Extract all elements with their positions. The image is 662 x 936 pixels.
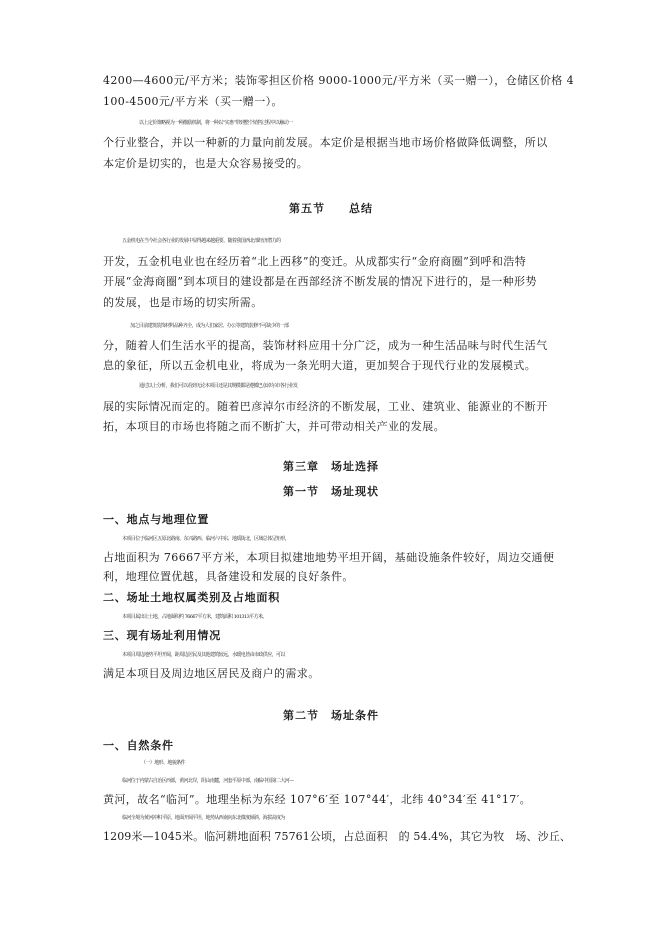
section5-p1-line-4: 的发展，也是市场的切实所需。 [103,296,263,309]
heading-location: 一、地点与地理位置 [103,513,210,526]
section5-p2-line-1: 加之目前建筑装饰材料品种齐全，成为人们家居、办公等建筑装修不可缺少的一部 [130,323,289,329]
location-line-1: 本项目位于临河区五原北路南、东兴路西、临河六中东、地质街北，区域总体呈矩形， [122,536,290,542]
section5-p1-line-2: 开发，五金机电业也在经历着“北上西移”的变迁。从成都实行“金府商圈”到呼和浩特 [103,255,527,268]
chapter3-section-2-title: 第二节 场址条件 [283,709,379,722]
heading-site-usage: 三、现有场址利用情况 [103,629,221,642]
section5-p1-line-1: 五金机电在当今社会各行业的发展中显得越来越重要，随着我国西北部经济潜力的 [122,238,281,244]
section5-p1-line-3: 开展“金海商圈”到本项目的建设都是在西部经济不断发展的情况下进行的，是一种形势 [103,275,537,288]
site-usage-line-1: 本项目周边地势平坦开阔，距周边居民及其他建筑较远，水暖电皆由市政供应，可以 [122,652,285,658]
heading-land-ownership: 二、场址土地权属类别及占地面积 [103,591,280,604]
section-5-title: 第五节 总结 [289,202,373,215]
section5-p2-line-3: 息的象征，所以五金机电业，将成为一条光明大道，更加契合于现代行业的发展模式。 [103,359,537,372]
intro-line-2: 100-4500元/平方米（买一赠一）。 [103,95,283,108]
site-usage-line-2: 满足本项目及周边地区居民及商户的需求。 [103,667,320,680]
terrain-line-1: 临河位于内蒙古自治区西部，黄河北岸，阴山南麓，河套平原中部，南临中国第二大河— [122,778,294,784]
location-line-2: 占地面积为 76667平方米，本项目拟建地地势平坦开阔，基础设施条件较好，周边交通便 [103,551,555,564]
section5-p3-line-2: 展的实际情况而定的。随着巴彦淖尔市经济的不断发展，工业、建筑业、能源业的不断开 [103,400,548,413]
intro-line-3: 以上定价策略视为一种激励机制，将一种以“实惠”带到整个销售过程中以触动一 [139,120,293,126]
section5-p3-line-1: 通过以上分析，我们可以看到无论本项目还是其规模都是遵循巴彦淖尔市各行业发 [139,383,298,389]
section5-p2-line-2: 分，随着人们生活水平的提高，装饰材料应用十分广泛，成为一种生活品味与时代生活气 [103,339,548,352]
terrain-line-2: 黄河，故名“临河”。地理坐标为东经 107°6′至 107°44′，北纬 40°34′至 41°17′。 [103,793,531,806]
heading-natural-conditions: 一、自然条件 [103,739,174,752]
intro-line-1: 4200—4600元/平方米；装饰零担区价格 9000-1000元/平方米（买一赠一），仓储区价格 4 [103,74,574,87]
location-line-3: 利，地理位置优越，具备建设和发展的良好条件。 [103,570,354,583]
chapter3-section-1-title: 第一节 场址现状 [283,485,379,498]
land-ownership-line: 本项目属出让土地，占地面积约 76667平方米，建筑面积 101313平方米。 [122,614,267,620]
terrain-line-3: 临河全境为黄河冲积平原，地面开阔平坦，地势从西南向东北微度倾斜，海拔高度为 [122,815,285,821]
chapter-3-title: 第三章 场址选择 [283,460,379,473]
intro-line-5: 本定价是切实的，也是大众容易接受的。 [103,157,309,170]
subheading-terrain: （一）地形、地貌条件 [141,760,186,766]
section5-p3-line-3: 拓，本项目的市场也将随之而不断扩大，并可带动相关产业的发展。 [103,420,445,433]
terrain-line-4: 1209米—1045米。临河耕地面积 75761公顷，占总面积 的 54.4%，其它为牧 场、沙丘、 [103,830,571,843]
intro-line-4: 个行业整合，并以一种新的力量向前发展。本定价是根据当地市场价格做降低调整，所以 [103,136,548,149]
